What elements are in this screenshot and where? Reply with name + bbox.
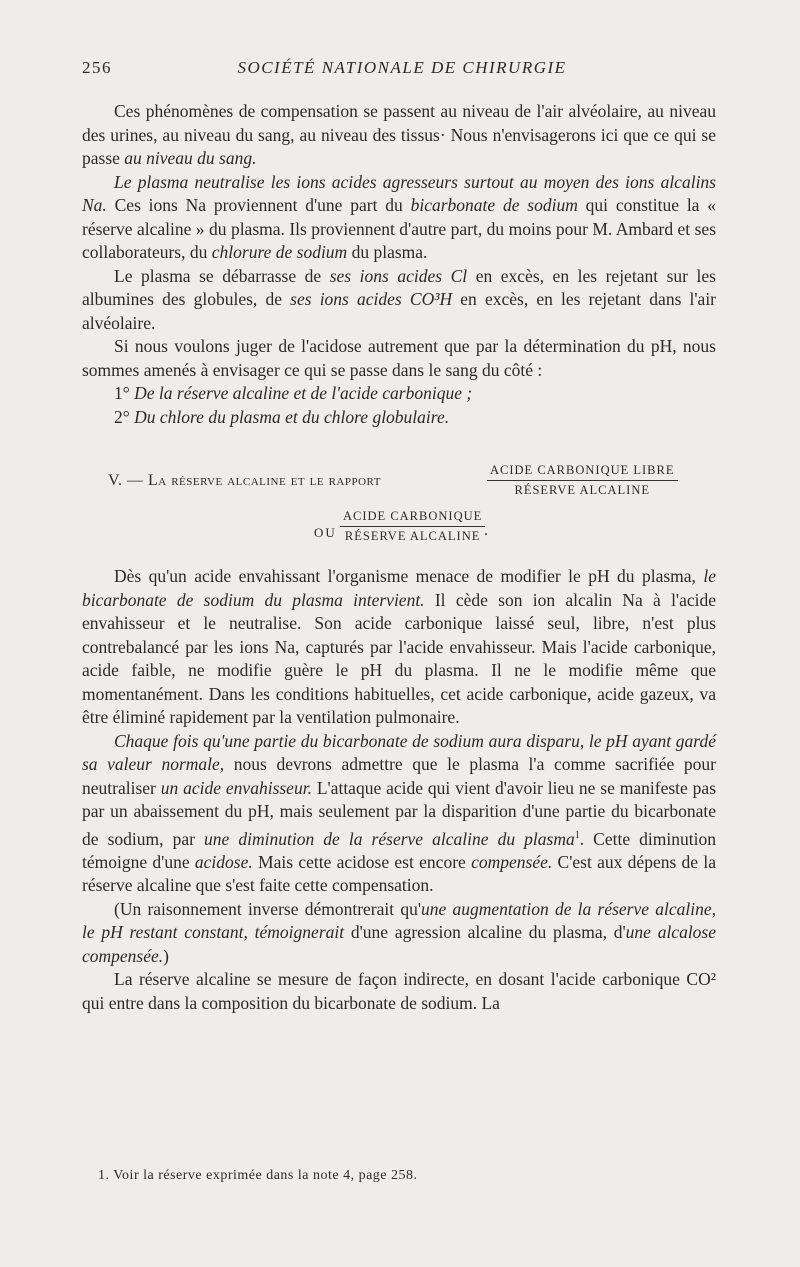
ratio-fraction-2 — [340, 509, 485, 544]
fraction-2-denominator: RÉSERVE ALCALINE — [344, 529, 481, 543]
section-title: V. — La réserve alcaline et le rapport — [108, 472, 381, 489]
footnote-ref[interactable]: 1 — [574, 829, 580, 841]
list-item-2: 2° Du chlore du plasma et du chlore globulaire. — [114, 406, 450, 427]
page-number: 256 — [82, 58, 112, 77]
fraction-1-numerator: ACIDE CARBONIQUE LIBRE — [487, 463, 678, 481]
running-title: SOCIÉTÉ NATIONALE DE CHIRURGIE — [237, 58, 567, 77]
paragraph-7: (Un raisonnement inverse démontrerait qu'une augmentation de la réserve alcaline, le pH restant constant, témoignerait d'une agression alcaline du plasma, d'une alcalose compensée.) — [82, 898, 717, 966]
fraction-1-denominator: RÉSERVE ALCALINE — [514, 483, 650, 497]
paragraph-4: Si nous voulons juger de l'acidose autrement que par la détermination du pH, nous sommes amenés à envisager ce qui se passe dans le sang du côté : — [82, 336, 716, 380]
fraction-2-numerator: ACIDE CARBONIQUE — [340, 509, 485, 527]
section-heading — [82, 449, 716, 549]
list-item-1: 1° De la réserve alcaline et de l'acide carbonique ; — [114, 383, 473, 403]
body-text — [82, 100, 716, 1015]
paragraph-2: Le plasma neutralise les ions acides agresseurs surtout au moyen des ions alcalins Na. Ces ions Na proviennent d'une part du bicarbonate de sodium qui constitue la « réserve alcaline » du plasma. Ils proviennent d'autre part, du moins pour M. Ambard et ses collaborateurs, du chlorure de sodium du plasma. — [82, 171, 716, 262]
paragraph-3: Le plasma se débarrasse de ses ions acides Cl en excès, en les rejetant sur les albumines des globules, de ses ions acides CO³H en excès, en les rejetant dans l'air alvéolaire. — [82, 265, 717, 333]
paragraph-1: Ces phénomènes de compensation se passent au niveau de l'air alvéolaire, au niveau des urines, au niveau du sang, au niveau des tissus· Nous n'envisagerons ici que ce qui se passe au niveau du sang. — [82, 101, 716, 168]
page-header — [82, 58, 722, 82]
paragraph-6: Chaque fois qu'une partie du bicarbonate de sodium aura disparu, le pH ayant gardé sa valeur normale, nous devrons admettre que le plasma l'a comme sacrifiée pour neutraliser un acide envahisseur. L'attaque acide qui vient d'avoir lieu ne se manifeste pas par un abaissement du pH, mais seulement par la disparition d'une partie du bicarbonate de sodium, par une diminution de la réserve alcaline du plasma$^1$. Cette diminution témoigne d'une acidose. Mais cette acidose est encore compensée. C'est aux dépens de la réserve alcaline que s'est faite cette compensation. — [82, 730, 717, 896]
or-label: OU — [314, 525, 337, 540]
fraction-period: . — [484, 522, 488, 539]
ratio-fraction-1 — [487, 463, 678, 498]
footnote: 1. Voir la réserve exprimée dans la note 4, page 258. — [98, 1168, 418, 1183]
paragraph-8: La réserve alcaline se mesure de façon indirecte, en dosant l'acide carbonique CO² qui entre dans la composition du bicarbonate de sodium. La — [82, 969, 716, 1013]
paragraph-5: Dès qu'un acide envahissant l'organisme menace de modifier le pH du plasma, le bicarbonate de sodium du plasma intervient. Il cède son ion alcalin Na à l'acide envahisseur et le neutralise. Son acide carbonique laissé seul, libre, n'est plus contrebalancé par les ions Na, capturés par l'acide envahisseur. Mais l'acide carbonique, acide faible, ne modifie guère le pH du plasma. Il ne le modifie même que momentanément. Dans les conditions habituelles, cet acide carbonique, acide gazeux, va être éliminé rapidement par la ventilation pulmonaire. — [82, 566, 716, 727]
